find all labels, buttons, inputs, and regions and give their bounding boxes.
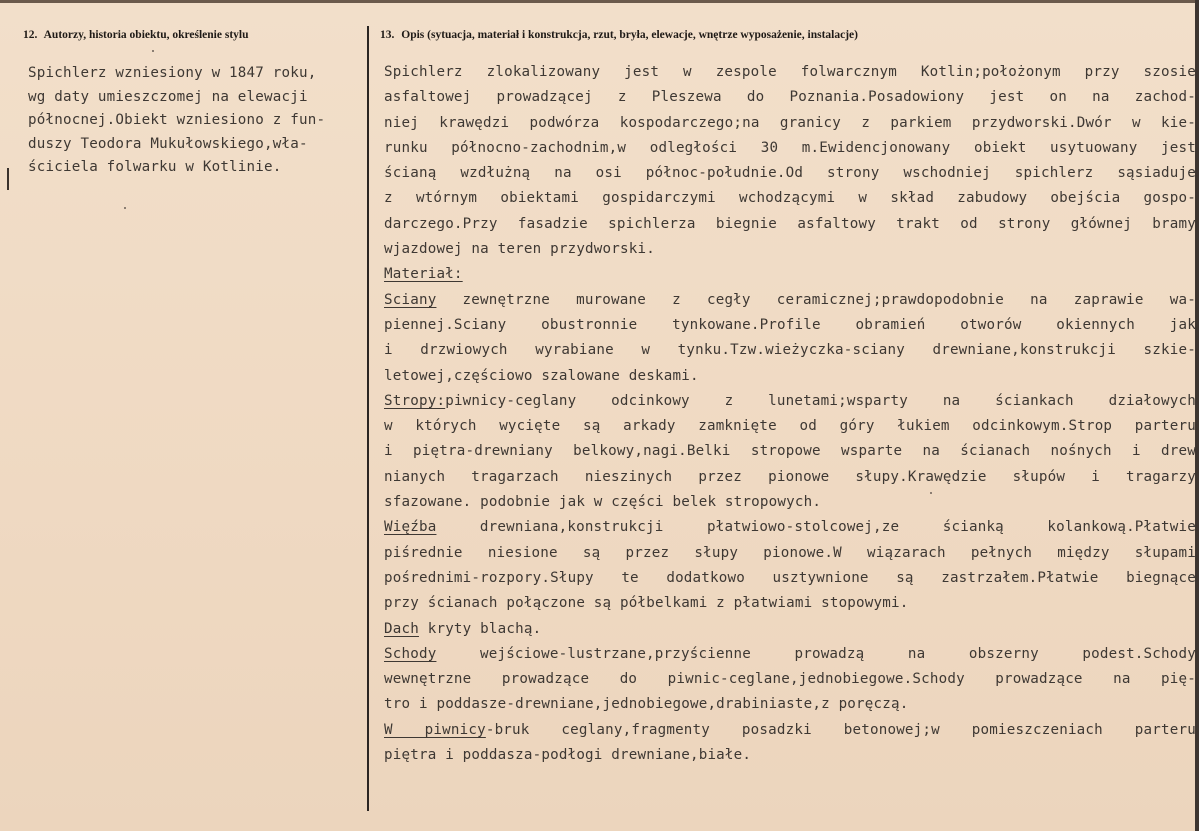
line-text: kryty blachą. [418, 620, 542, 637]
description-line [384, 667, 1196, 692]
section-13-header [380, 29, 858, 41]
line-text: piennej.Sciany obustronnie tynkowane.Profile obramień otworów okiennych jak [384, 316, 1196, 333]
line-text: tro i poddasze-drewniane,jednobiegowe,drabiniaste,z poręczą. [384, 696, 909, 713]
line-text: Spichlerz zlokalizowany jest w zespole folwarcznym Kotlin;położonym przy szosie [384, 64, 1196, 80]
description-line [384, 262, 1196, 287]
line-text: letowej,częściowo szalowane deskami. [384, 367, 699, 384]
description-line [384, 617, 1196, 642]
description-line [384, 338, 1196, 363]
paper-speck [124, 207, 126, 209]
line-text: pośrednimi-rozpory.Słupy te dodatkowo usztywnione są zastrzałem.Płatwie biegnące [384, 569, 1196, 586]
top-border [0, 0, 1199, 3]
line-text: przy ścianach połączone są półbelkami z płatwiami stopowymi. [384, 595, 909, 612]
description-text [384, 60, 1196, 768]
line-text: asfaltowej prowadzącej z Pleszewa do Poznania.Posadowiony jest on na zachod- [384, 89, 1196, 106]
underlined-heading: Sciany [384, 291, 437, 308]
underlined-heading: Schody [384, 645, 437, 662]
section-12-title: Autorzy, historia obiektu, określenie stylu [43, 29, 249, 41]
underlined-heading: Więźba [384, 519, 437, 536]
description-line [384, 60, 1196, 85]
description-line [384, 490, 1196, 515]
description-line [384, 161, 1196, 186]
line-text: sfazowane. podobnie jak w części belek stropowych. [384, 494, 822, 511]
line-text: zewnętrzne murowane z cegły ceramicznej;prawdopodobnie na zaprawie wa- [436, 291, 1196, 308]
description-line [384, 439, 1196, 464]
line-text: ścianą wzdłużną na osi północ-południe.Od strony wschodniej spichlerz sąsiaduje [384, 165, 1196, 182]
history-line: ściciela folwarku w Kotlinie. [28, 159, 282, 175]
description-line [384, 515, 1196, 540]
line-text: wejściowe-lustrzane,przyścienne prowadzą na obszerny podest.Schody [436, 645, 1196, 662]
line-text: piwnicy-ceglany odcinkowy z lunetami;wsparty na ściankach działowych [445, 392, 1196, 409]
line-text: i drzwiowych wyrabiane w tynku.Tzw.wieżyczka-sciany drewniane,konstrukcji szkie- [384, 342, 1196, 359]
description-line [384, 212, 1196, 237]
line-text: z wtórnym obiektami gospidarczymi wchodzącymi w skład zabudowy obejścia gospo- [384, 190, 1196, 207]
description-line [384, 541, 1196, 566]
description-line [384, 313, 1196, 338]
description-line [384, 414, 1196, 439]
underlined-heading: Stropy: [384, 392, 446, 409]
margin-mark [7, 168, 9, 190]
description-line [384, 389, 1196, 414]
description-line [384, 186, 1196, 211]
history-line: wg daty umieszczomej na elewacji [28, 88, 308, 105]
description-line [384, 591, 1196, 616]
underlined-heading: W piwnicy [384, 721, 486, 738]
section-12-header [23, 29, 249, 41]
column-divider [367, 26, 369, 811]
description-line [384, 364, 1196, 389]
line-text: darczego.Przy fasadzie spichlerza biegnie asfaltowy trakt od strony głównej bramy [384, 215, 1196, 232]
section-13-number: 13. [380, 29, 395, 41]
description-line [384, 566, 1196, 591]
line-text: piętra i poddasza-podłogi drewniane,białe. [384, 747, 752, 764]
section-13-title: Opis (sytuacja, materiał i konstrukcja, rzut, bryła, elewacje, wnętrze wyposażenie, instalacje) [401, 29, 858, 41]
history-line: duszy Teodora Mukułowskiego,wła- [28, 135, 308, 152]
line-text: drewniana,konstrukcji płatwiowo-stolcowej,ze ścianką kolankową.Płatwie [436, 519, 1196, 536]
history-line: północnej.Obiekt wzniesiono z fun- [28, 112, 326, 128]
description-line [384, 743, 1196, 768]
section-12-number: 12. [23, 29, 38, 41]
history-text [28, 62, 358, 180]
line-text: nianych tragarzach nieszinych przez pionowe słupy.Krawędzie słupów i tragarzy [384, 468, 1196, 485]
line-text: wewnętrzne prowadzące do piwnic-ceglane,jednobiegowe.Schody prowadzące na pię- [384, 671, 1196, 688]
line-text: -bruk ceglany,fragmenty posadzki betonowej;w pomieszczeniach parteru [485, 721, 1196, 738]
paper-speck [152, 50, 154, 52]
line-text: w których wycięte są arkady zamknięte od góry łukiem odcinkowym.Strop parteru [384, 418, 1196, 435]
description-line [384, 85, 1196, 110]
description-line [384, 136, 1196, 161]
underlined-heading: Materiał: [384, 266, 463, 283]
description-line [384, 642, 1196, 667]
underlined-heading: Dach [384, 620, 419, 637]
description-line [384, 237, 1196, 262]
line-text: wjazdowej na teren przydworski. [384, 241, 655, 258]
line-text: i piętra-drewniany belkowy,nagi.Belki stropowe wsparte na ścianach nośnych i drew [384, 443, 1196, 460]
line-text: piśrednie niesione są przez słupy pionowe.W wiązarach pełnych między słupami [384, 544, 1196, 561]
line-text: niej krawędzi podwórza kospodarczego;na granicy z parkiem przydworski.Dwór w kie- [384, 114, 1196, 131]
description-line [384, 718, 1196, 743]
description-line [384, 692, 1196, 717]
history-line: Spichlerz wzniesiony w 1847 roku, [28, 65, 317, 81]
paper-speck [930, 492, 932, 494]
description-line [384, 465, 1196, 490]
line-text: runku północno-zachodnim,w odległości 30 m.Ewidencjonowany obiekt usytuowany jest [384, 139, 1196, 156]
description-line [384, 288, 1196, 313]
description-line [384, 111, 1196, 136]
